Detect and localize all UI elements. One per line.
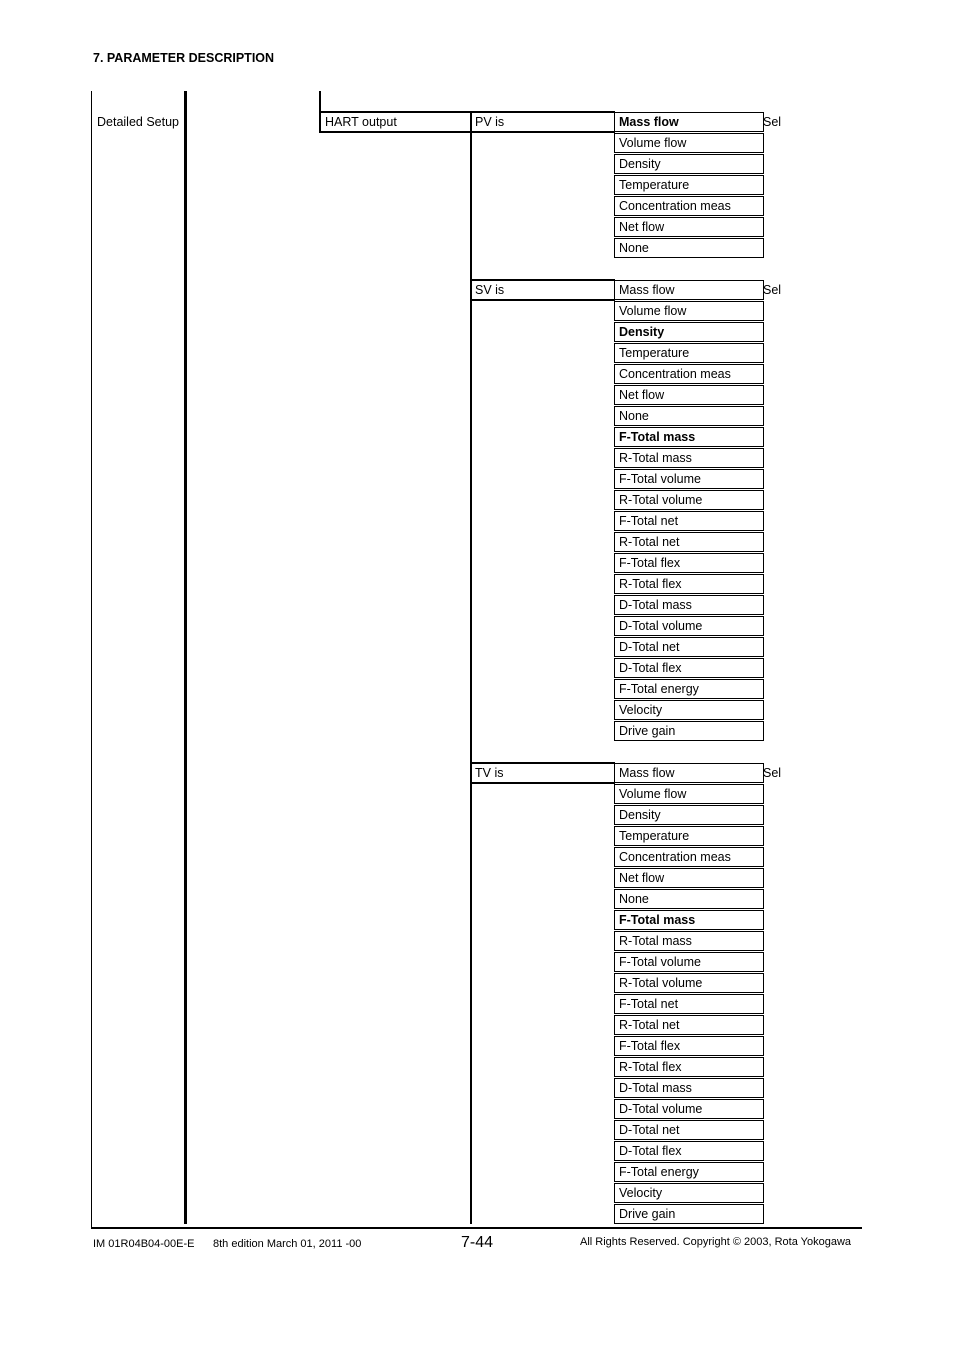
option-item: Volume flow	[614, 133, 764, 153]
option-item: Concentration meas	[614, 847, 764, 867]
edition: 8th edition March 01, 2011 -00	[213, 1238, 362, 1250]
option-item: Volume flow	[614, 301, 764, 321]
option-item: F-Total volume	[614, 952, 764, 972]
option-item: Concentration meas	[614, 364, 764, 384]
option-item: None	[614, 238, 764, 258]
option-item: D-Total mass	[614, 1078, 764, 1098]
footer-rule	[91, 1227, 862, 1229]
tv-is-label: TV is	[475, 766, 504, 780]
copyright: All Rights Reserved. Copyright © 2003, Rota Yokogawa	[580, 1236, 852, 1248]
hart-output-label: HART output	[325, 115, 397, 129]
doc-id: IM 01R04B04-00E-E	[93, 1238, 195, 1250]
option-item: Net flow	[614, 385, 764, 405]
option-item: Mass flow	[614, 112, 764, 132]
option-item: F-Total mass	[614, 427, 764, 447]
option-item: R-Total net	[614, 1015, 764, 1035]
option-item: R-Total mass	[614, 931, 764, 951]
option-item: Temperature	[614, 826, 764, 846]
option-item: Density	[614, 154, 764, 174]
option-item: Density	[614, 805, 764, 825]
pv-sel-label: Sel	[763, 115, 782, 129]
option-item: Velocity	[614, 1183, 764, 1203]
option-item: D-Total mass	[614, 595, 764, 615]
option-item: None	[614, 889, 764, 909]
tree-line-level1	[91, 91, 92, 1227]
option-item: D-Total net	[614, 1120, 764, 1140]
option-item: F-Total volume	[614, 469, 764, 489]
option-item: Drive gain	[614, 1204, 764, 1224]
option-item: Density	[614, 322, 764, 342]
tree-line-level2	[184, 91, 187, 1224]
tree-line-level4	[470, 111, 472, 1224]
option-item: F-Total net	[614, 994, 764, 1014]
option-item: D-Total flex	[614, 658, 764, 678]
option-item: R-Total mass	[614, 448, 764, 468]
option-item: F-Total energy	[614, 679, 764, 699]
option-item: Mass flow	[614, 763, 764, 783]
option-item: R-Total volume	[614, 973, 764, 993]
option-item: F-Total net	[614, 511, 764, 531]
option-item: None	[614, 406, 764, 426]
option-item: Temperature	[614, 343, 764, 363]
pv-is-label: PV is	[475, 115, 505, 129]
option-item: R-Total flex	[614, 574, 764, 594]
detailed-setup-label: Detailed Setup	[97, 115, 180, 129]
option-item: F-Total flex	[614, 1036, 764, 1056]
tv-sel-label: Sel	[763, 766, 782, 780]
option-item: Concentration meas	[614, 196, 764, 216]
option-item: F-Total flex	[614, 553, 764, 573]
sv-is-label: SV is	[475, 283, 505, 297]
option-item: F-Total energy	[614, 1162, 764, 1182]
option-item: R-Total flex	[614, 1057, 764, 1077]
option-item: Velocity	[614, 700, 764, 720]
option-item: Net flow	[614, 217, 764, 237]
option-item: R-Total volume	[614, 490, 764, 510]
option-item: Drive gain	[614, 721, 764, 741]
section-title: 7. PARAMETER DESCRIPTION	[93, 51, 275, 65]
option-item: D-Total volume	[614, 1099, 764, 1119]
option-item: D-Total flex	[614, 1141, 764, 1161]
option-item: D-Total net	[614, 637, 764, 657]
page-number: 7-44	[461, 1234, 494, 1251]
option-item: Temperature	[614, 175, 764, 195]
option-item: D-Total volume	[614, 616, 764, 636]
option-item: F-Total mass	[614, 910, 764, 930]
sv-sel-label: Sel	[763, 283, 782, 297]
option-item: Mass flow	[614, 280, 764, 300]
option-item: Volume flow	[614, 784, 764, 804]
option-item: R-Total net	[614, 532, 764, 552]
option-item: Net flow	[614, 868, 764, 888]
